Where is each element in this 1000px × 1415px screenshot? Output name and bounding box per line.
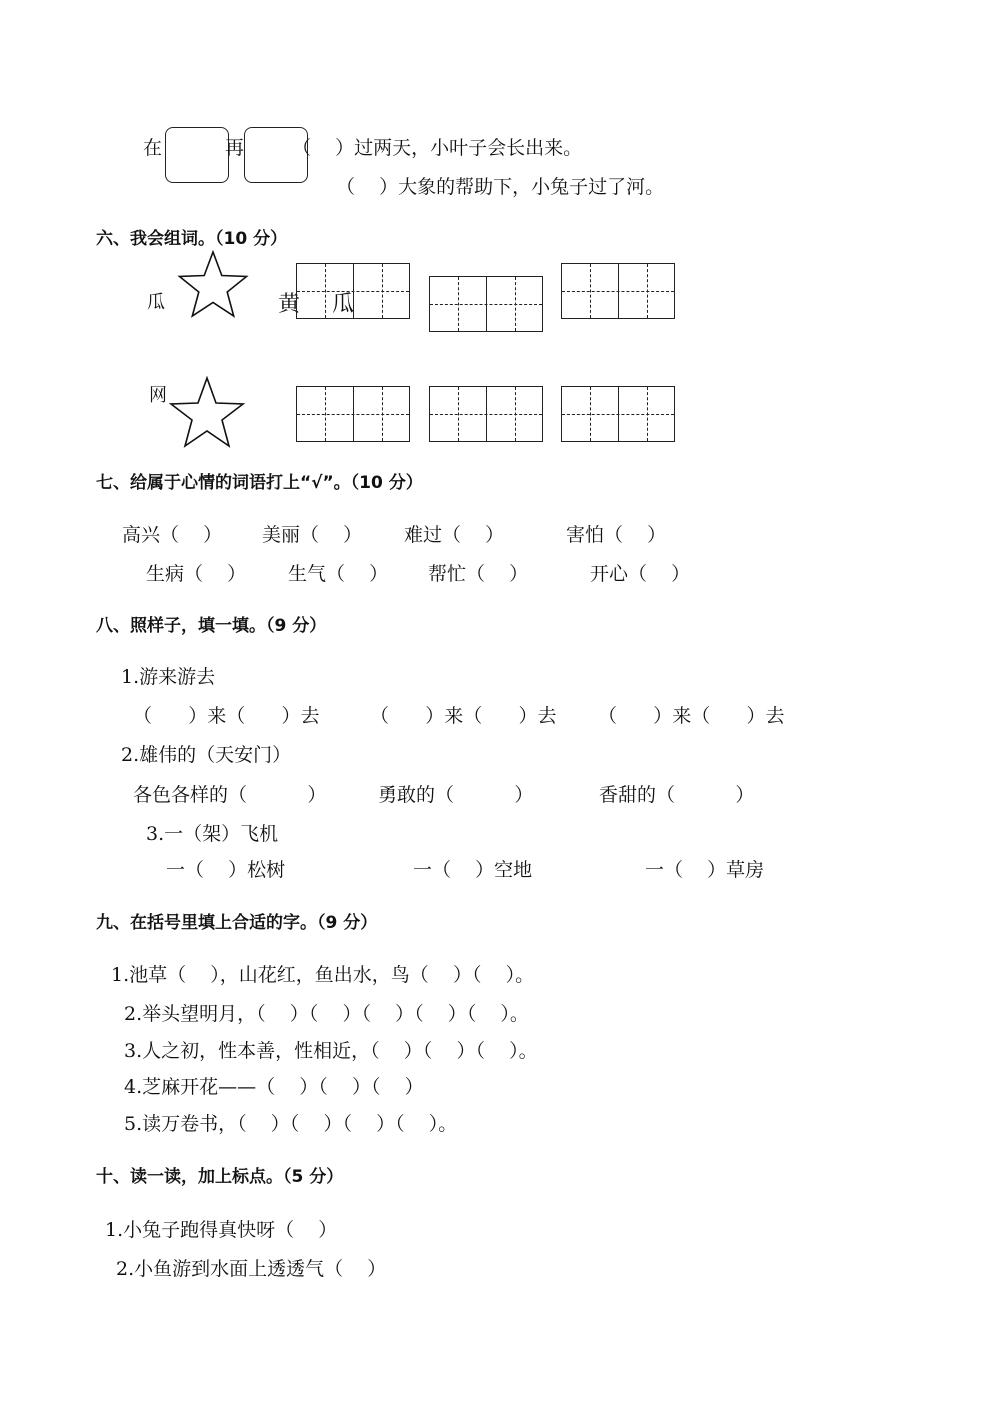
word-grid-4[interactable] — [296, 386, 410, 442]
poem-line: 2.举头望明月，（ ）（ ）（ ）（ ）（ ）。 — [124, 1003, 529, 1025]
poem-line: 4.芝麻开花——（ ）（ ）（ ） — [124, 1076, 424, 1098]
punctuation-line: 2.小鱼游到水面上透透气（ ） — [116, 1258, 387, 1280]
mood-word: 害怕（ ） — [566, 524, 667, 546]
poem-line: 1.池草（ ），山花红，鱼出水，鸟（ ）（ ）。 — [111, 964, 535, 986]
zai2-char: 再 — [225, 137, 245, 159]
star-icon — [168, 374, 246, 450]
top-line-2: （ ）大象的帮助下，小兔子过了河。 — [336, 176, 665, 198]
section-9-heading: 九、在括号里填上合适的字。（9 分） — [96, 913, 378, 933]
q2-blank: 香甜的（ ） — [599, 784, 755, 806]
top-line-1: （ ）过两天，小叶子会长出来。 — [292, 137, 583, 159]
section-10-heading: 十、读一读，加上标点。（5 分） — [96, 1167, 344, 1187]
q2-example: 2.雄伟的（天安门） — [121, 744, 292, 766]
q3-blank: 一（ ）松树 — [166, 859, 286, 881]
q1-blank: （ ）来（ ）去 — [598, 705, 785, 727]
section-8-heading: 八、照样子，填一填。（9 分） — [96, 616, 327, 636]
word-grid-6[interactable] — [561, 386, 675, 442]
section-6-heading: 六、我会组词。（10 分） — [96, 229, 288, 249]
mood-word: 帮忙（ ） — [428, 563, 529, 585]
q2-blank: 各色各样的（ ） — [133, 784, 327, 806]
mood-word: 难过（ ） — [404, 524, 505, 546]
mood-word: 生病（ ） — [146, 563, 247, 585]
example-word: 黄 瓜 — [278, 292, 360, 317]
q1-blank: （ ）来（ ）去 — [370, 705, 557, 727]
mood-word: 生气（ ） — [288, 563, 389, 585]
answer-box-1[interactable] — [165, 127, 229, 183]
row1-char: 瓜 — [147, 292, 165, 313]
star-icon — [177, 248, 249, 324]
punctuation-line: 1.小兔子跑得真快呀（ ） — [105, 1219, 338, 1241]
q3-blank: 一（ ）草房 — [645, 859, 765, 881]
poem-line: 5.读万卷书，（ ）（ ）（ ）（ ）。 — [124, 1113, 458, 1135]
q2-blank: 勇敢的（ ） — [378, 784, 534, 806]
word-grid-1[interactable] — [296, 263, 410, 319]
q1-blank: （ ）来（ ）去 — [133, 705, 320, 727]
zai-char: 在 — [143, 137, 163, 159]
poem-line: 3.人之初，性本善，性相近，（ ）（ ）（ ）。 — [124, 1040, 538, 1062]
q3-blank: 一（ ）空地 — [413, 859, 533, 881]
mood-word: 高兴（ ） — [122, 524, 223, 546]
section-7-heading: 七、给属于心情的词语打上“√”。（10 分） — [96, 473, 423, 493]
q3-example: 3.一（架）飞机 — [146, 823, 279, 845]
word-grid-2[interactable] — [429, 276, 543, 332]
mood-word: 美丽（ ） — [262, 524, 363, 546]
word-grid-3[interactable] — [561, 263, 675, 319]
word-grid-5[interactable] — [429, 386, 543, 442]
q1-example: 1.游来游去 — [121, 666, 216, 688]
row2-char: 网 — [149, 385, 167, 406]
mood-word: 开心（ ） — [590, 563, 691, 585]
